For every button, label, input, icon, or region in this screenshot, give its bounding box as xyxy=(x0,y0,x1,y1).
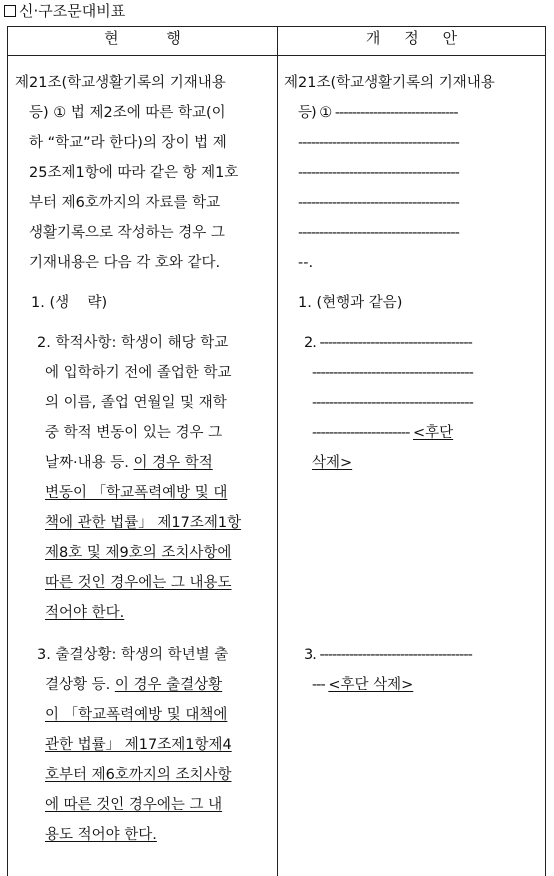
current-line: 하 “학교”라 한다)의 장이 법 제 xyxy=(15,128,271,158)
current-underlined-text: 이 경우 학적 xyxy=(133,455,212,471)
proposed-line: -------------------------------------- xyxy=(304,358,539,388)
current-line: 등) ① 법 제2조에 따른 학교(이 xyxy=(15,98,271,128)
current-underlined-line: 호부터 제6호까지의 조치사항 xyxy=(37,760,271,790)
proposed-underlined-text: <후단 xyxy=(413,425,453,441)
current-item-3 xyxy=(15,640,271,850)
current-underlined-line: 에 따른 것인 경우에는 그 내 xyxy=(37,790,271,820)
current-underlined-line: 책에 관한 법률」 제17조제1항 xyxy=(37,508,271,538)
current-underlined-line: 따른 것인 경우에는 그 내용도 xyxy=(37,568,271,598)
current-line: 3. 출결상황: 학생의 학년별 출 xyxy=(37,640,271,670)
proposed-line: -------------------------------------- xyxy=(284,158,539,188)
current-item-1: 1. (생 략) xyxy=(15,288,271,318)
header-current: 현 행 xyxy=(8,27,278,56)
proposed-item-1: 1. (현행과 같음) xyxy=(284,288,539,318)
proposed-line: 제21조(학교생활기록의 기재내용 xyxy=(284,68,539,98)
current-text: 결상황 등. xyxy=(45,677,115,693)
current-line: 에 입학하기 전에 졸업한 학교 xyxy=(37,358,271,388)
current-line: 생활기록으로 작성하는 경우 그 xyxy=(15,218,271,248)
proposed-item-2 xyxy=(284,328,539,478)
current-underlined-text: 이 경우 출결상황 xyxy=(115,677,222,693)
current-item-2 xyxy=(15,328,271,628)
proposed-line: --. xyxy=(284,248,539,278)
proposed-dash-text: --- xyxy=(312,677,328,693)
proposed-line: -------------------------------------- xyxy=(284,188,539,218)
table-body-row xyxy=(8,56,546,876)
proposed-line: -------------------------------------- xyxy=(284,218,539,248)
current-line: 부터 제6호까지의 자료를 학교 xyxy=(15,188,271,218)
proposed-line: -------------------------------------- xyxy=(304,388,539,418)
checkbox-square-icon xyxy=(4,5,16,17)
proposed-article-21 xyxy=(284,68,539,278)
current-underlined-line: 이 「학교폭력예방 및 대책에 xyxy=(37,700,271,730)
current-article-21 xyxy=(15,68,271,278)
header-proposed: 개 정 안 xyxy=(278,27,546,56)
current-line: 기재내용은 다음 각 호와 같다. xyxy=(15,248,271,278)
proposed-line: 2. ------------------------------------ xyxy=(304,328,539,358)
table-header-row xyxy=(8,27,546,56)
proposed-column xyxy=(278,56,546,876)
current-line: 의 이름, 졸업 연월일 및 재학 xyxy=(37,388,271,418)
current-underlined-line: 용도 적어야 한다. xyxy=(37,820,271,850)
current-line: 2. 학적사항: 학생이 해당 학교 xyxy=(37,328,271,358)
page-title-text: 신·구조문대비표 xyxy=(19,2,125,20)
proposed-line: 등) ① ----------------------------- xyxy=(284,98,539,128)
current-text: 날짜·내용 등. xyxy=(45,455,133,471)
current-underlined-line: 관한 법률」 제17조제1항제4 xyxy=(37,730,271,760)
proposed-underlined-text: 삭제> xyxy=(312,455,352,471)
proposed-line: 3. ------------------------------------ xyxy=(304,640,539,670)
proposed-dash-text: ----------------------- xyxy=(312,425,413,441)
current-underlined-line: 변동이 「학교폭력예방 및 대 xyxy=(37,478,271,508)
proposed-underlined-text: <후단 삭제> xyxy=(328,677,413,693)
current-line: 중 학적 변동이 있는 경우 그 xyxy=(37,418,271,448)
current-column xyxy=(8,56,278,876)
page-title xyxy=(4,0,125,24)
current-underlined-line: 제8호 및 제9호의 조치사항에 xyxy=(37,538,271,568)
current-underlined-line: 적어야 한다. xyxy=(37,598,271,628)
current-line: 25조제1항에 따라 같은 항 제1호 xyxy=(15,158,271,188)
proposed-item-3 xyxy=(284,640,539,700)
comparison-table xyxy=(7,26,546,876)
proposed-line: -------------------------------------- xyxy=(284,128,539,158)
current-line: 제21조(학교생활기록의 기재내용 xyxy=(15,68,271,98)
